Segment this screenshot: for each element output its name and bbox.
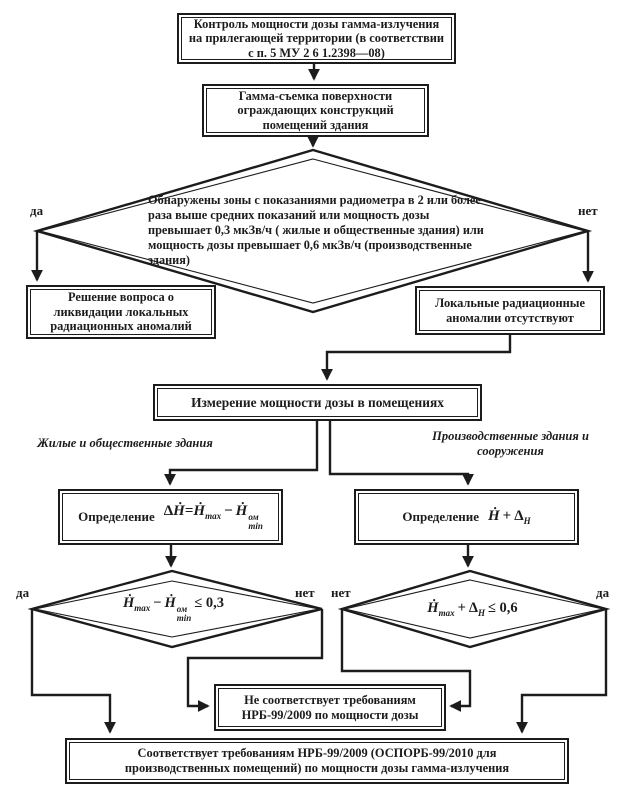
- formula-delta-h: [164, 503, 263, 531]
- residential-yes-label: да: [16, 585, 30, 600]
- node-noncompliant-text: Не соответствует требованиям НРБ-99/2009 по мощности дозы: [218, 688, 442, 727]
- h-max-symbol: Ḣ: [427, 600, 439, 617]
- h-max-subscript: max: [205, 511, 222, 521]
- node-noncompliant: [214, 684, 446, 731]
- h-min-subscript: min: [176, 613, 192, 623]
- equals-sign: =: [184, 503, 194, 519]
- node-no-anomalies-text: Локальные радиационные аномалии отсутствуют: [419, 290, 601, 331]
- minus-sign: −: [153, 595, 162, 611]
- node-measure-indoors-text: Измерение мощности дозы в помещениях: [157, 388, 478, 417]
- plus-sign: +: [502, 507, 512, 524]
- condition-threshold: ≤ 0,3: [194, 595, 225, 611]
- branch-label-residential: Жилые и общественные здания: [37, 436, 213, 450]
- node-resolve-anomalies-text: Решение вопроса о ликвидации локальных радиационных аномалий: [30, 289, 212, 335]
- h-min-subscript: min: [248, 521, 263, 531]
- h-min-symbol: Ḣ: [164, 595, 176, 611]
- node-gamma-survey-text: Гамма-съемка поверхности ограждающих конструкций помещений здания: [206, 88, 425, 133]
- node-measure-indoors: [153, 384, 482, 421]
- node-define-delta-h-content: [62, 493, 279, 541]
- minus-sign: −: [224, 503, 233, 519]
- residential-no-label: нет: [295, 585, 315, 600]
- zones-decision-no-label: нет: [578, 203, 598, 218]
- delta-subscript: H: [523, 515, 531, 526]
- industrial-yes-label: да: [596, 585, 610, 600]
- industrial-decision-text: [368, 590, 580, 628]
- h-max-subscript: max: [134, 602, 151, 613]
- condition-threshold: ≤ 0,6: [487, 600, 518, 617]
- node-resolve-anomalies: [26, 285, 216, 339]
- residential-condition-formula: [123, 595, 227, 623]
- industrial-no-label: нет: [331, 585, 351, 600]
- h-min-scripts: [248, 513, 263, 531]
- delta-symbol: Δ: [163, 503, 174, 519]
- residential-decision-text: [62, 590, 288, 628]
- define-label: Определение: [402, 509, 479, 525]
- node-define-h-plus-delta: [354, 489, 579, 545]
- node-define-h-plus-delta-content: [358, 493, 575, 541]
- node-start-text: Контроль мощности дозы гамма-излучения на прилегающей территории (в соответствии с п. 5 МУ 2 6 1.2398—08): [181, 17, 452, 60]
- industrial-condition-formula: [427, 600, 520, 618]
- node-gamma-survey: [202, 84, 429, 137]
- branch-label-industrial: Производственные здания и сооружения: [432, 429, 589, 458]
- node-no-anomalies: [415, 286, 605, 335]
- node-define-delta-h: [58, 489, 283, 545]
- delta-symbol: Δ: [468, 600, 478, 617]
- zones-decision-yes-label: да: [30, 203, 44, 218]
- delta-subscript: H: [477, 607, 485, 618]
- h-min-scripts: [177, 605, 192, 623]
- node-compliant-text: Соответствует требованиям НРБ-99/2009 (ОСПОРБ-99/2010 для производственных помещений) по мощности дозы гамма-излучения: [69, 742, 565, 780]
- delta-symbol: Δ: [514, 507, 524, 524]
- define-label: Определение: [78, 509, 155, 525]
- plus-sign: +: [457, 600, 466, 617]
- h-max-symbol: Ḣ: [122, 595, 135, 611]
- h-dot-symbol: Ḣ: [173, 503, 185, 519]
- node-start: [177, 13, 456, 64]
- h-max-subscript: max: [438, 607, 455, 618]
- h-min-superscript: ом: [176, 604, 188, 614]
- h-dot-symbol: Ḣ: [487, 507, 500, 524]
- formula-h-plus-delta: [488, 508, 531, 527]
- zones-decision-text: Обнаружены зоны с показаниями радиометра в 2 или более раза выше средних показаний или мощность дозы превышает 0,3 мкЗв/ч ( жилые и общественные здания) или мощность дозы превышает 0,6 мкЗв/ч (производственные здания): [148, 192, 484, 267]
- h-min-symbol: Ḣ: [235, 503, 248, 519]
- h-max-symbol: Ḣ: [193, 503, 206, 519]
- node-compliant: [65, 738, 569, 784]
- zones-decision-text-block: [148, 178, 484, 282]
- h-min-superscript: ом: [248, 512, 259, 522]
